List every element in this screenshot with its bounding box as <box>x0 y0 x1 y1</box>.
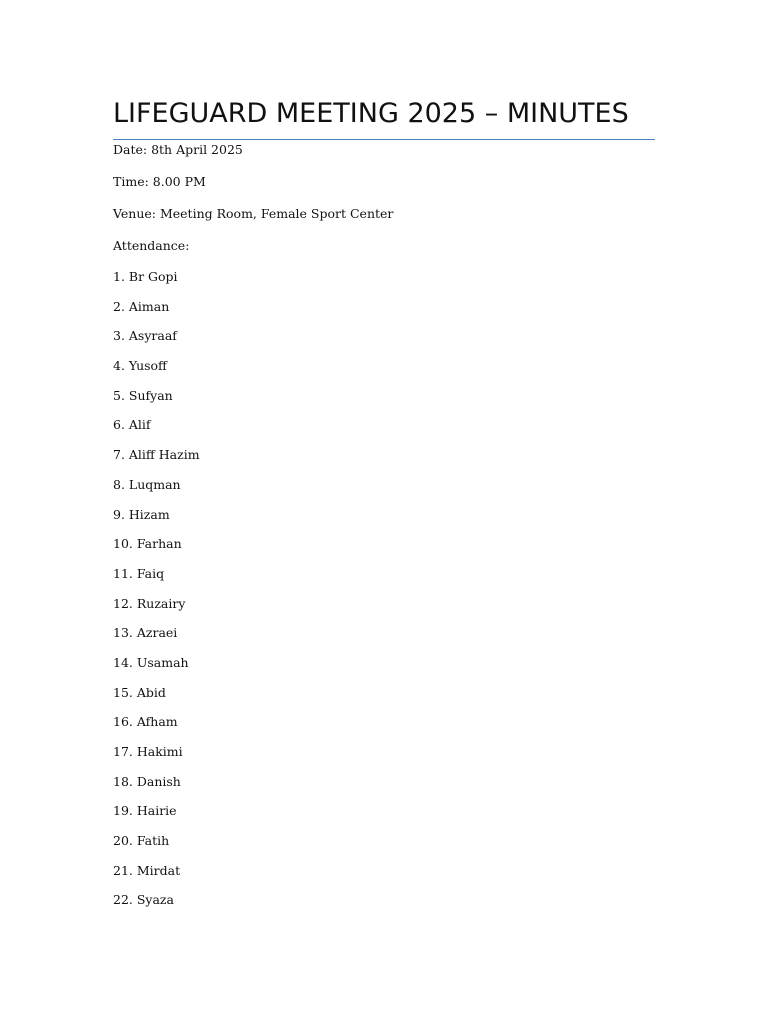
attendee-item: 3. Asyraaf <box>113 328 177 344</box>
attendee-item: 16. Afham <box>113 714 178 730</box>
meeting-date: Date: 8th April 2025 <box>113 142 243 157</box>
attendee-item: 12. Ruzairy <box>113 595 186 611</box>
meeting-time: Time: 8.00 PM <box>113 174 206 189</box>
attendee-item: 11. Faiq <box>113 565 165 581</box>
attendee-list <box>113 268 200 921</box>
attendee-item: 19. Hairie <box>113 803 177 819</box>
attendee-item: 9. Hizam <box>113 506 170 522</box>
meeting-venue: Venue: Meeting Room, Female Sport Center <box>113 206 394 221</box>
attendee-item: 6. Alif <box>113 417 151 433</box>
attendee-item: 22. Syaza <box>113 892 174 908</box>
attendee-item: 14. Usamah <box>113 654 189 670</box>
document-title: LIFEGUARD MEETING 2025 – MINUTES <box>113 98 629 129</box>
attendee-item: 21. Mirdat <box>113 862 181 878</box>
attendee-item: 13. Azraei <box>113 625 178 641</box>
attendee-item: 5. Sufyan <box>113 387 173 403</box>
attendee-item: 17. Hakimi <box>113 744 183 759</box>
attendee-item: 8. Luqman <box>113 476 181 492</box>
attendee-item: 4. Yusoff <box>113 358 167 374</box>
attendee-item: 10. Farhan <box>113 536 182 552</box>
attendee-item: 15. Abid <box>113 684 166 700</box>
attendance-heading: Attendance: <box>113 238 190 253</box>
attendee-item: 7. Aliff Hazim <box>113 447 200 463</box>
attendee-item: 2. Aiman <box>113 298 170 314</box>
attendee-item: 20. Fatih <box>113 833 170 849</box>
title-underline <box>113 139 655 140</box>
attendee-item: 1. Br Gopi <box>113 269 178 284</box>
attendee-item: 18. Danish <box>113 773 181 789</box>
